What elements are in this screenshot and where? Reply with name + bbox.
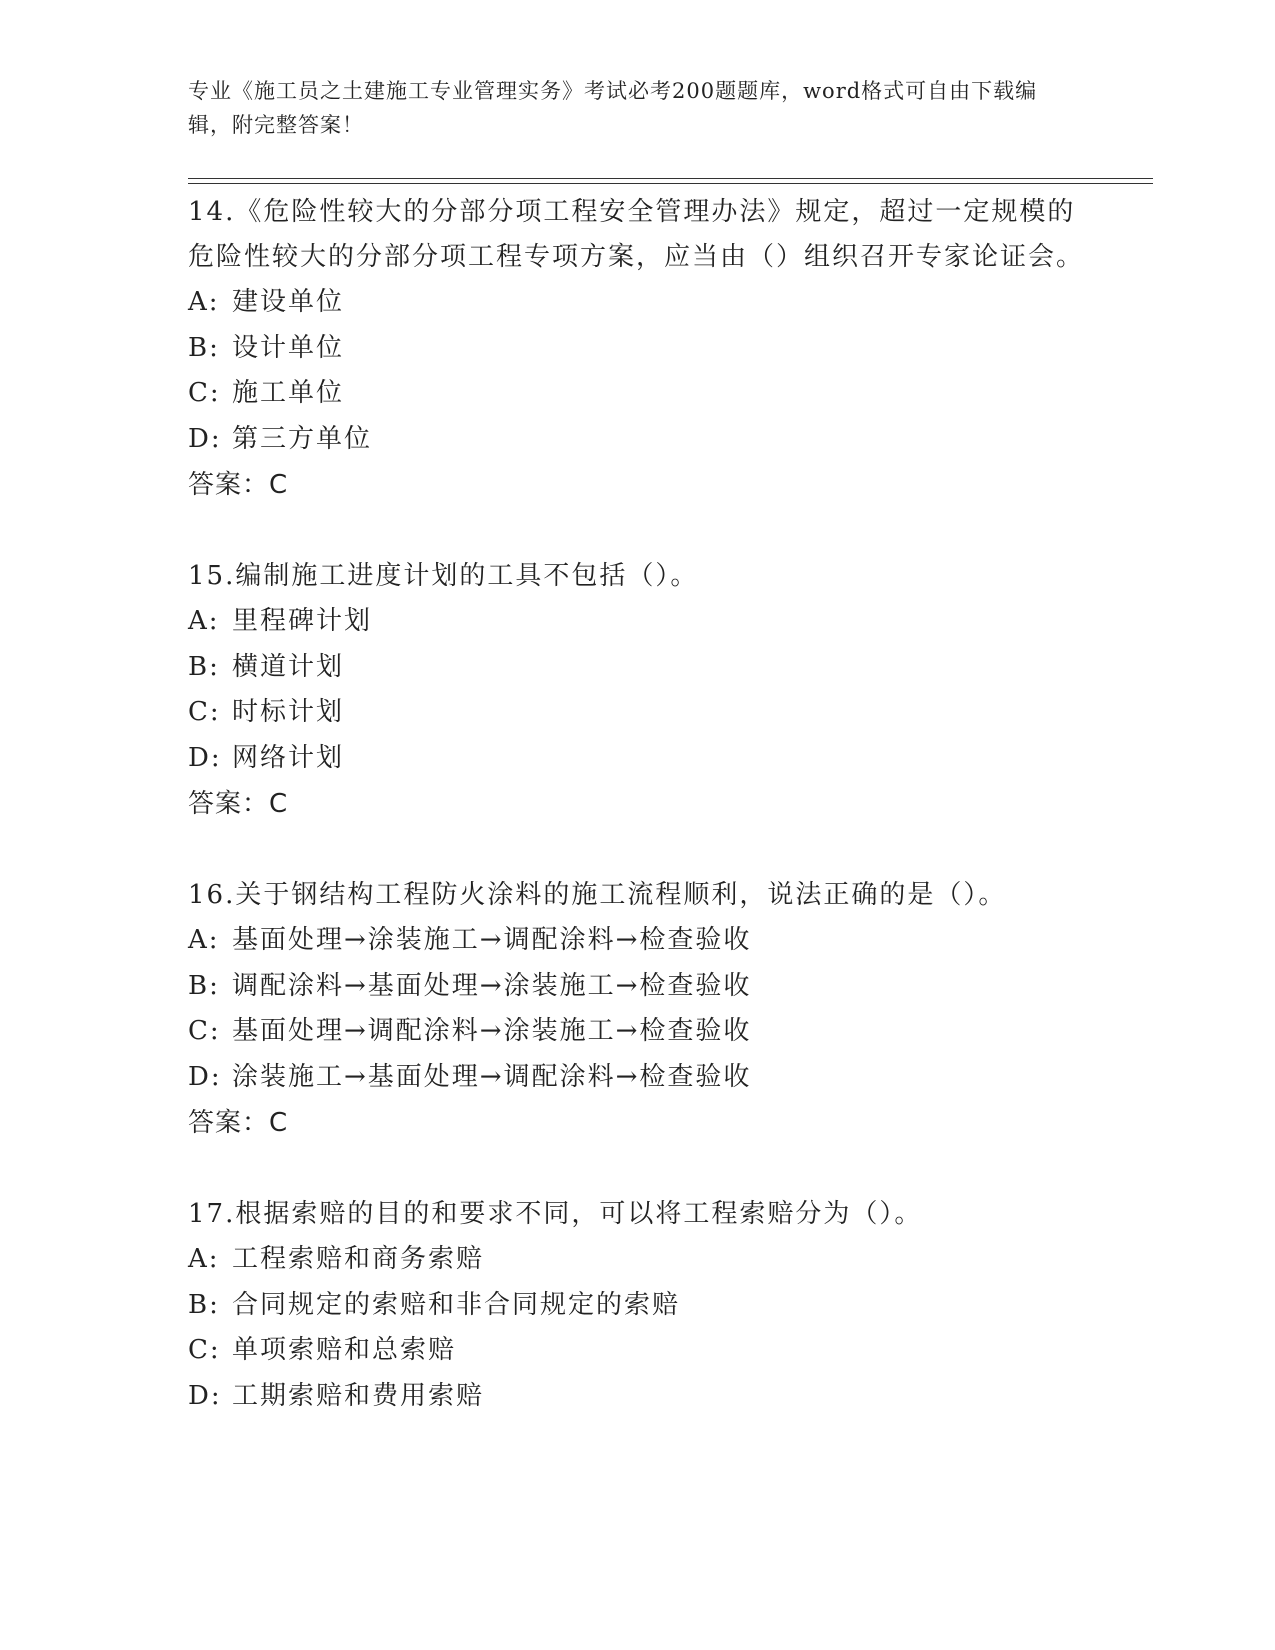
- option-letter: C:: [188, 1335, 221, 1365]
- option-c: [188, 690, 1088, 736]
- option-d: [188, 736, 1088, 782]
- header-divider-line: [188, 178, 1153, 179]
- option-a: [188, 280, 1088, 326]
- document-intro-text: 专业《施工员之土建施工专业管理实务》考试必考200题题库，word格式可自由下载编辑，附完整答案！: [188, 79, 1038, 137]
- option-letter: A:: [188, 606, 220, 636]
- option-letter: C:: [188, 1016, 221, 1046]
- option-d: [188, 1055, 1088, 1101]
- option-a: [188, 599, 1088, 645]
- option-c: [188, 1328, 1088, 1374]
- question-17: [188, 1192, 1088, 1419]
- option-text: 网络计划: [232, 742, 345, 773]
- option-d: [188, 417, 1088, 463]
- question-16: [188, 873, 1088, 1146]
- option-text: 施工单位: [232, 378, 345, 408]
- option-text: 设计单位: [232, 332, 345, 363]
- question-list: [188, 190, 1088, 1465]
- answer-line: 答案：C: [188, 789, 289, 819]
- option-letter: C:: [188, 378, 221, 408]
- option-text: 单项索赔和总索赔: [232, 1335, 457, 1365]
- option-text: 第三方单位: [232, 423, 373, 454]
- option-text: 基面处理→涂装施工→调配涂料→检查验收: [232, 925, 752, 955]
- option-letter: D:: [188, 423, 222, 454]
- question-stem: 14.《危险性较大的分部分项工程安全管理办法》规定，超过一定规模的危险性较大的分部分项工程专项方案，应当由（）组织召开专家论证会。: [188, 197, 1085, 272]
- question-14: [188, 190, 1088, 508]
- option-letter: A:: [188, 1244, 220, 1274]
- option-b: [188, 964, 1088, 1010]
- option-text: 时标计划: [232, 697, 345, 727]
- option-letter: D:: [188, 1380, 222, 1411]
- option-letter: B:: [188, 651, 220, 682]
- option-list: [188, 280, 1088, 462]
- option-c: [188, 371, 1088, 417]
- option-a: [188, 918, 1088, 964]
- option-list: [188, 599, 1088, 781]
- option-text: 合同规定的索赔和非合同规定的索赔: [232, 1289, 681, 1320]
- question-15: [188, 554, 1088, 827]
- question-stem: 16.关于钢结构工程防火涂料的施工流程顺利，说法正确的是（）。: [188, 880, 1007, 910]
- option-text: 横道计划: [232, 651, 345, 682]
- answer-line: 答案：C: [188, 470, 289, 500]
- option-b: [188, 326, 1088, 372]
- option-text: 调配涂料→基面处理→涂装施工→检查验收: [232, 970, 752, 1001]
- option-b: [188, 645, 1088, 691]
- option-letter: C:: [188, 697, 221, 727]
- option-letter: A:: [188, 925, 220, 955]
- option-letter: B:: [188, 1289, 220, 1320]
- option-text: 工程索赔和商务索赔: [232, 1244, 485, 1274]
- option-letter: A:: [188, 287, 220, 317]
- option-letter: B:: [188, 332, 220, 363]
- option-text: 工期索赔和费用索赔: [232, 1380, 485, 1411]
- option-text: 建设单位: [232, 287, 345, 317]
- option-d: [188, 1374, 1088, 1420]
- option-text: 里程碑计划: [232, 606, 373, 636]
- option-b: [188, 1283, 1088, 1329]
- option-text: 涂装施工→基面处理→调配涂料→检查验收: [232, 1061, 752, 1092]
- option-a: [188, 1237, 1088, 1283]
- answer-line: 答案：C: [188, 1108, 289, 1138]
- option-list: [188, 1237, 1088, 1419]
- question-stem: 17.根据索赔的目的和要求不同，可以将工程索赔分为（）。: [188, 1199, 923, 1229]
- header-divider-line: [188, 183, 1153, 184]
- option-text: 基面处理→调配涂料→涂装施工→检查验收: [232, 1016, 752, 1046]
- option-list: [188, 918, 1088, 1100]
- option-c: [188, 1009, 1088, 1055]
- question-stem: 15.编制施工进度计划的工具不包括（）。: [188, 561, 699, 591]
- option-letter: D:: [188, 742, 222, 773]
- option-letter: D:: [188, 1061, 222, 1092]
- option-letter: B:: [188, 970, 220, 1001]
